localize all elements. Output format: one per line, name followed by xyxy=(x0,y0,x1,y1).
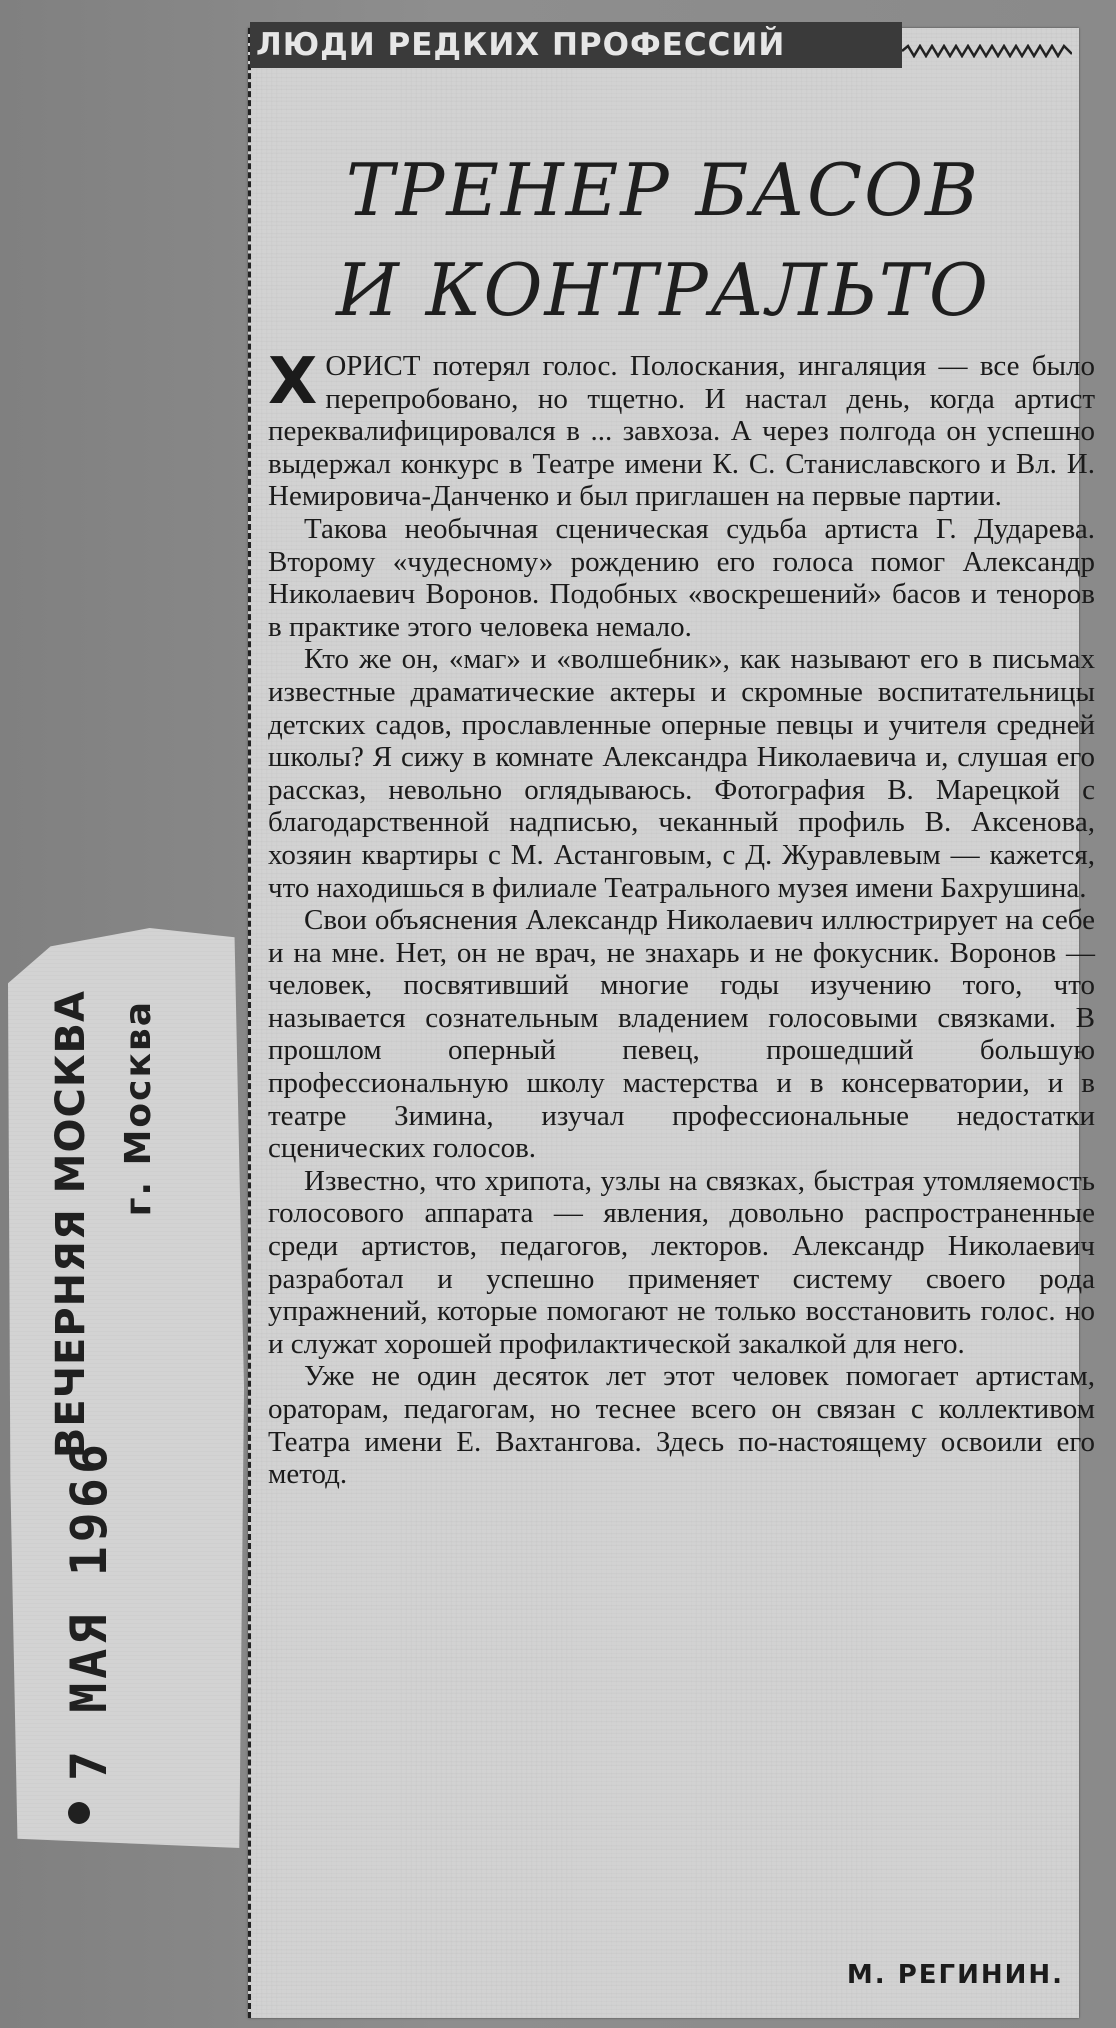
drop-cap: Х xyxy=(268,345,318,419)
rubric-banner: ЛЮДИ РЕДКИХ ПРОФЕССИЙ xyxy=(250,22,902,68)
stamp-newspaper-name: ВЕЧЕРНЯЯ МОСКВА xyxy=(48,990,94,1459)
article-headline xyxy=(250,140,1076,340)
stamp-city: г. Москва xyxy=(118,1000,159,1217)
paragraph: Известно, что хрипота, узлы на связках, быстрая утомляемость голосового аппарата — явления, довольно распространенные среди артистов, педагогов, лекторов. Александр Николаевич разработал и успешно применяет систему своего рода упражнений, которые помогают не только восстановить голос. но и служат хорошей профилактической закалкой для него. xyxy=(268,1164,1095,1360)
paragraph: Такова необычная сценическая судьба артиста Г. Дударева. Второму «чудесному» рождению его голоса помог Александр Николаевич Воронов. Подобных «воскрешений» басов и теноров в практике этого человека немало. xyxy=(268,512,1095,643)
headline-line-1: ТРЕНЕР БАСОВ xyxy=(345,148,981,232)
paragraph xyxy=(268,345,1095,513)
stamp-dot xyxy=(68,1802,90,1824)
headline-line-2: И КОНТРАЛЬТО xyxy=(336,248,990,332)
paragraph: Свои объяснения Александр Николаевич иллюстрирует на себе и на мне. Нет, он не врач, не знахарь и не фокусник. Воронов — человек, посвятивший многие годы изучению того, что называется сознательным владением голосовыми связками. В прошлом оперный певец, прошедший большую профессиональную школу мастерства и в консерватории, и в театре Зимина, изучал профессиональные недостатки сценических голосов. xyxy=(268,904,1095,1165)
paragraph-text: ОРИСТ потерял голос. Полоскания, ингаляция — все было перепробовано, но тщетно. И настал день, когда артист переквалифицировался в ... завхоза. А через полгода он успешно выдержал конкурс в Театре имени К. С. Станиславского и Вл. И. Немировича-Данченко и был приглашен на первые партии. xyxy=(268,350,1095,513)
author-byline: М. РЕГИНИН. xyxy=(846,1960,1064,1990)
paragraph: Уже не один десяток лет этот человек помогает артистам, ораторам, педагогам, но теснее всего он связан с коллективом Театра имени Е. Вахтангова. Здесь по-настоящему освоили его метод. xyxy=(268,1360,1095,1491)
article-body xyxy=(268,345,1095,1491)
zigzag-rule xyxy=(902,44,1072,58)
stamp-date: 7 МАЯ 1966 xyxy=(60,1440,118,1782)
paragraph: Кто же он, «маг» и «волшебник», как называют его в письмах известные драматические актеры и скромные воспитательницы детских садов, прославленные оперные певцы и учителя средней школы? Я сижу в комнате Александра Николаевича и, слушая его рассказ, невольно оглядываюсь. Фотография В. Марецкой с благодарственной надписью, чеканный профиль В. Аксенова, хозяин квартиры с М. Астанговым, с Д. Журавлевым — кажется, что находишься в филиале Театрального музея имени Бахрушина. xyxy=(268,643,1095,904)
